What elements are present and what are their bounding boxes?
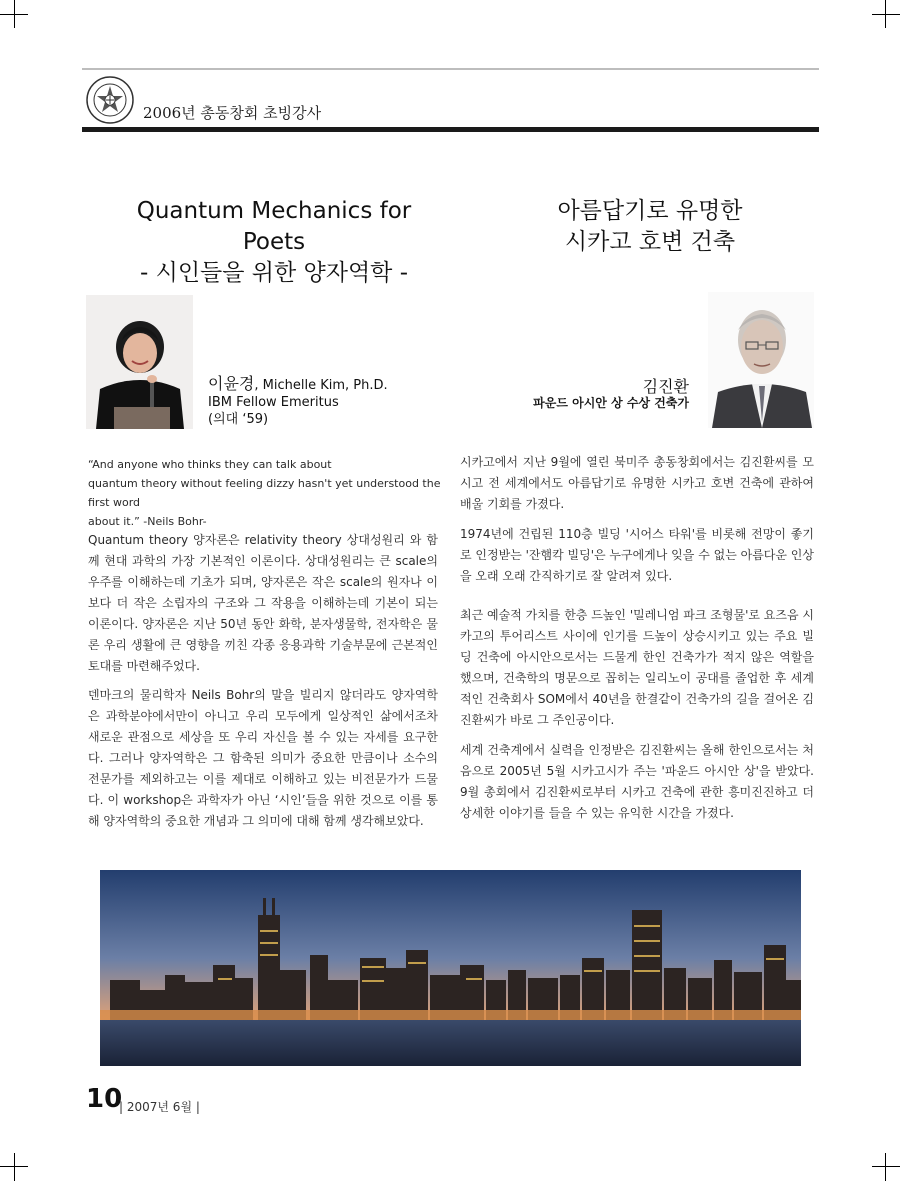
quote-line: about it.” -Neils Bohr-: [88, 515, 207, 528]
left-speaker-class: (의대 ‘59): [208, 412, 269, 427]
speaker-photo-michelle-kim: [86, 295, 193, 429]
left-speaker-role: IBM Fellow Emeritus: [208, 395, 339, 410]
crop-mark: [885, 1153, 886, 1181]
right-speaker-caption: [533, 378, 689, 412]
left-speaker-name: 이윤경: [208, 374, 255, 393]
right-paragraph-4: 세계 건축계에서 실력을 인정받은 김진환씨는 올해 한인으로서는 처음으로 2005년 5월 시카고시가 주는 '파운드 아시안 상'을 받았다. 9월 총회에서 김진환씨로부터 시카고 건축에 관한 흥미진진하고 더 상세한 이야기를 들을 수 있는 유익한 시간을 가졌다.: [460, 743, 814, 820]
left-speaker-name-en: , Michelle Kim, Ph.D.: [254, 378, 388, 393]
right-speaker-name: 김진환: [642, 377, 689, 396]
right-article-title: [500, 196, 800, 258]
left-paragraph-2: 덴마크의 물리학자 Neils Bohr의 말을 빌리지 않더라도 양자역학은 과학분야에서만이 아니고 우리 모두에게 일상적인 삶에서조차 새로운 관점으로 세상을 또 우리 자신을 볼 수 있는 자세를 요구한다. 그러나 양자역학은 그 함축된 의미가 중요한 만큼이나 소수의 전문가를 제외하고는 이를 제대로 이해하고 있는 비전문가가 드물다. 이 workshop은 과학자가 아닌 ‘시인’들을 위한 것으로 이를 통해 양자역학의 중요한 개념과 그 의미에 대해 함께 생각해보았다.: [88, 688, 438, 828]
header-title: 2006년 총동창회 초빙강사: [143, 104, 322, 122]
right-title-line1: 아름답기로 유명한: [557, 198, 743, 224]
header-bottom-rule: [82, 127, 819, 132]
left-speaker-caption: [208, 375, 388, 428]
left-article-title: [110, 196, 438, 289]
issue-date: | 2007년 6월 |: [119, 1100, 200, 1114]
page-number: 10: [86, 1084, 123, 1114]
right-paragraph-3: 최근 예술적 가치를 한층 드높인 '밀레니엄 파크 조형물'로 요즈음 시카고의 투어리스트 사이에 인기를 드높이 상승시키고 있는 주요 빌딩 건축에 아시안으로서는 드물게 한인 건축가가 적지 않은 역할을 했으며, 건축학의 명문으로 꼽히는 일리노이 공대를 졸업한 후 세계적인 건축회사 SOM에서 40년을 한결같이 건축가의 길을 걸어온 김진환씨가 바로 그 주인공이다.: [460, 608, 814, 727]
left-title-english: Quantum Mechanics for Poets: [136, 198, 412, 255]
crop-mark: [0, 1166, 28, 1167]
chicago-skyline-photo: [100, 870, 801, 1066]
quote-line: “And anyone who thinks they can talk about: [88, 458, 332, 471]
university-seal-icon: [86, 76, 134, 124]
right-paragraph-1: 시카고에서 지난 9월에 열린 북미주 총동창회에서는 김진환씨를 모시고 전 세계에서도 아름답기로 유명한 시카고 호변 건축에 관하여 배울 기회를 가졌다.: [460, 455, 814, 511]
crop-mark: [14, 1153, 15, 1181]
right-paragraph-2: 1974년에 건립된 110층 빌딩 '시어스 타워'를 비롯해 전망이 좋기로 인정받는 '잔햄칵 빌딩'은 누구에게나 잊을 수 없는 아름다운 인상을 오래 오래 간직하기로 잘 알려져 있다.: [460, 527, 814, 583]
crop-mark: [0, 14, 28, 15]
left-title-korean: - 시인들을 위한 양자역학 -: [139, 260, 409, 286]
right-title-line2: 시카고 호변 건축: [564, 229, 736, 255]
crop-mark: [872, 1166, 900, 1167]
crop-mark: [872, 14, 900, 15]
speaker-photo-kim-jinhwan: [708, 292, 814, 428]
bohr-quote: [88, 455, 443, 531]
left-paragraph-1: Quantum theory 양자론은 relativity theory 상대성원리 와 함께 현대 과학의 가장 기본적인 이론이다. 상대성원리는 큰 scale의 우주를 이해하는데 기초가 되며, 양자론은 작은 scale의 원자나 이보다 더 작은 소립자의 구조와 그 작용을 이해하는데 기본이 되는 이론이다. 양자론은 지난 50년 동안 화학, 분자생물학, 전자학은 물론 우리 생활에 큰 영향을 끼친 각종 응용과학 기술부문에 근본적인 토대를 마련해주었다.: [88, 533, 438, 673]
quote-line: quantum theory without feeling dizzy hasn't yet understood the first word: [88, 477, 441, 509]
right-speaker-role: 파운드 아시안 상 수상 건축가: [533, 396, 689, 410]
header-top-rule: [82, 68, 819, 70]
